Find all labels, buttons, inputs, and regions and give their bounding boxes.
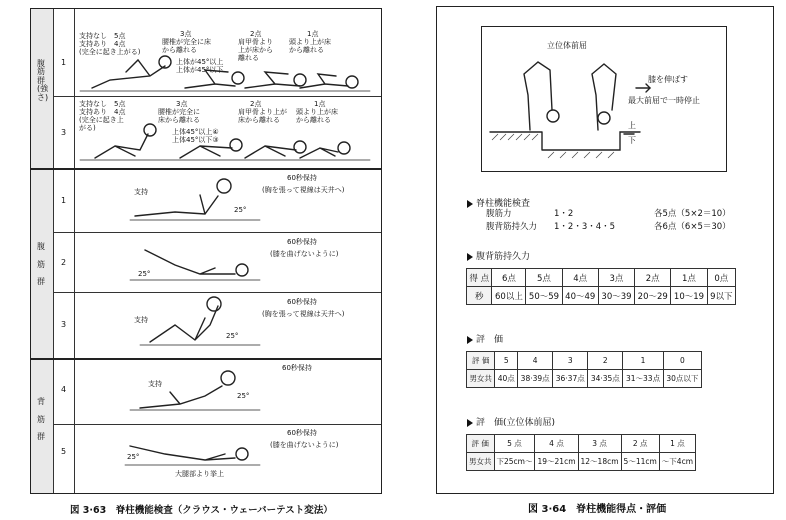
figure-title: 立位体前屈: [547, 41, 587, 50]
spine-line-1: 腹筋力 1・2 各5点（5×2＝10）: [486, 209, 731, 219]
hold-time: 60秒保持: [287, 298, 317, 306]
table-cell: 3: [553, 352, 588, 370]
row2-score3: 3点 腰椎が完全に 床から離れる: [158, 100, 200, 125]
table-row: [467, 370, 702, 388]
table-cell: 50〜59: [526, 287, 562, 305]
table-cell: 下25cm〜: [494, 453, 535, 471]
table-cell: 2点: [635, 269, 671, 287]
table-cell: 5点: [526, 269, 562, 287]
table-cell: 31〜33点: [623, 370, 663, 388]
angle-label: 25°: [237, 392, 250, 400]
table-cell: 40点: [495, 370, 518, 388]
support-label: 支持: [134, 316, 148, 324]
figure-up-label: 上: [628, 121, 636, 130]
table-cell: 10〜19: [671, 287, 707, 305]
spine-line-2: 腹背筋持久力 1・2・3・4・5 各6点（6×5＝30）: [486, 222, 731, 232]
table-cell: 1 点: [659, 435, 695, 453]
hold-time: 60秒保持: [287, 174, 317, 182]
evaluation-standing-table: [466, 434, 696, 471]
angle-label: 25°: [234, 206, 247, 214]
evaluation-standing-heading: 評 価(立位体前屈): [467, 415, 555, 428]
table-row: [467, 453, 696, 471]
table-cell: 36·37点: [553, 370, 588, 388]
table-cell: 30点以下: [663, 370, 701, 388]
group-label-abs-strength: 腹筋群(強さ): [37, 59, 49, 102]
table-cell: 0: [663, 352, 701, 370]
figure-note-pause: 最大前屈で一時停止: [628, 96, 700, 105]
table-cell: 12〜18cm: [578, 453, 621, 471]
table-cell: 秒: [467, 287, 492, 305]
triangle-icon: [467, 200, 473, 208]
table-cell: 2: [588, 352, 623, 370]
support-label: 支持: [134, 188, 148, 196]
group-label-back: 背筋群: [37, 397, 45, 442]
triangle-icon: [467, 419, 473, 427]
table-cell: 20〜29: [635, 287, 671, 305]
row2-notes: 支持なし 5点 支持あり 4点 (完全に起き上 がる): [79, 100, 126, 133]
endurance-heading: 腹背筋持久力: [467, 249, 530, 262]
hold-note: (膝を曲げないように): [270, 441, 339, 449]
table-cell: 4 点: [535, 435, 578, 453]
row-number: 5: [61, 447, 67, 456]
table-cell: 6点: [492, 269, 526, 287]
row-number: 2: [61, 258, 67, 267]
hold-note: (胸を張って視線は天井へ): [262, 310, 345, 318]
table-cell: 60以上: [492, 287, 526, 305]
table-cell: 0点: [707, 269, 735, 287]
support-label: 支持: [148, 380, 162, 388]
right-figure-caption: 図 3·64 脊柱機能得点・評価: [528, 504, 667, 515]
table-row: [467, 352, 702, 370]
table-cell: 3 点: [578, 435, 621, 453]
evaluation-heading: 評 価: [467, 332, 503, 345]
row2-score1: 1点 頭より上が床 から離れる: [296, 100, 338, 125]
row1-notes: 支持なし 5点 支持あり 4点 (完全に起き上がる): [79, 32, 141, 57]
table-cell: 5: [495, 352, 518, 370]
table-cell: 評 価: [467, 435, 495, 453]
row-number: 1: [61, 58, 67, 67]
row-number: 1: [61, 196, 67, 205]
table-cell: 男女共: [467, 453, 495, 471]
hold-time: 60秒保持: [287, 238, 317, 246]
table-cell: 34·35点: [588, 370, 623, 388]
angle-label: 25°: [138, 270, 151, 278]
table-cell: 38·39点: [518, 370, 553, 388]
table-row: [467, 435, 696, 453]
hold-time: 60秒保持: [282, 364, 312, 372]
table-cell: 1: [623, 352, 663, 370]
left-figure-caption: 図 3·63 脊柱機能検査（クラウス・ウェーバーテスト変法）: [70, 505, 333, 516]
table-cell: 3点: [598, 269, 634, 287]
table-cell: 〜下4cm: [659, 453, 695, 471]
hold-note: (胸を張って視線は天井へ): [262, 186, 345, 194]
row-number: 3: [61, 320, 67, 329]
table-cell: 得 点: [467, 269, 492, 287]
extra-label: 大腿部より挙上: [175, 470, 224, 478]
table-cell: 5〜11cm: [621, 453, 659, 471]
table-cell: 4: [518, 352, 553, 370]
table-cell: 19〜21cm: [535, 453, 578, 471]
table-row: [467, 287, 736, 305]
table-cell: 4点: [562, 269, 598, 287]
angle-label: 25°: [127, 453, 140, 461]
row-number: 4: [61, 385, 67, 394]
angle-label: 25°: [226, 332, 239, 340]
table-cell: 男女共: [467, 370, 495, 388]
row1-score2: 2点 肩甲骨より 上が床から 離れる: [238, 30, 273, 63]
row1-score3: 3点 腰椎が完全に床 から離れる: [162, 30, 211, 55]
evaluation-table: [466, 351, 702, 388]
row1-score1: 1点 頭より上が床 から離れる: [289, 30, 331, 55]
table-cell: 30〜39: [598, 287, 634, 305]
group-label-abs: 腹筋群: [37, 242, 45, 287]
triangle-icon: [467, 253, 473, 261]
table-cell: 1点: [671, 269, 707, 287]
table-cell: 評 価: [467, 352, 495, 370]
endurance-table: [466, 268, 736, 305]
row1-angles: 上体が45°以上 上体が45°以下: [176, 58, 224, 75]
table-row: [467, 269, 736, 287]
row-number: 3: [61, 128, 67, 137]
triangle-icon: [467, 336, 473, 344]
row2-angles: 上体45°以上④ 上体45°以下③: [172, 128, 219, 145]
spine-check-heading: 脊柱機能検査: [467, 196, 530, 209]
row2-score2: 2点 肩甲骨より上が 床から離れる: [238, 100, 287, 125]
table-cell: 40〜49: [562, 287, 598, 305]
table-cell: 5 点: [494, 435, 535, 453]
figure-note-knee: 膝を伸ばす: [648, 75, 688, 84]
table-cell: 2 点: [621, 435, 659, 453]
table-cell: 9以下: [707, 287, 735, 305]
figure-down-label: 下: [628, 136, 636, 145]
hold-note: (膝を曲げないように): [270, 250, 339, 258]
hold-time: 60秒保持: [287, 429, 317, 437]
